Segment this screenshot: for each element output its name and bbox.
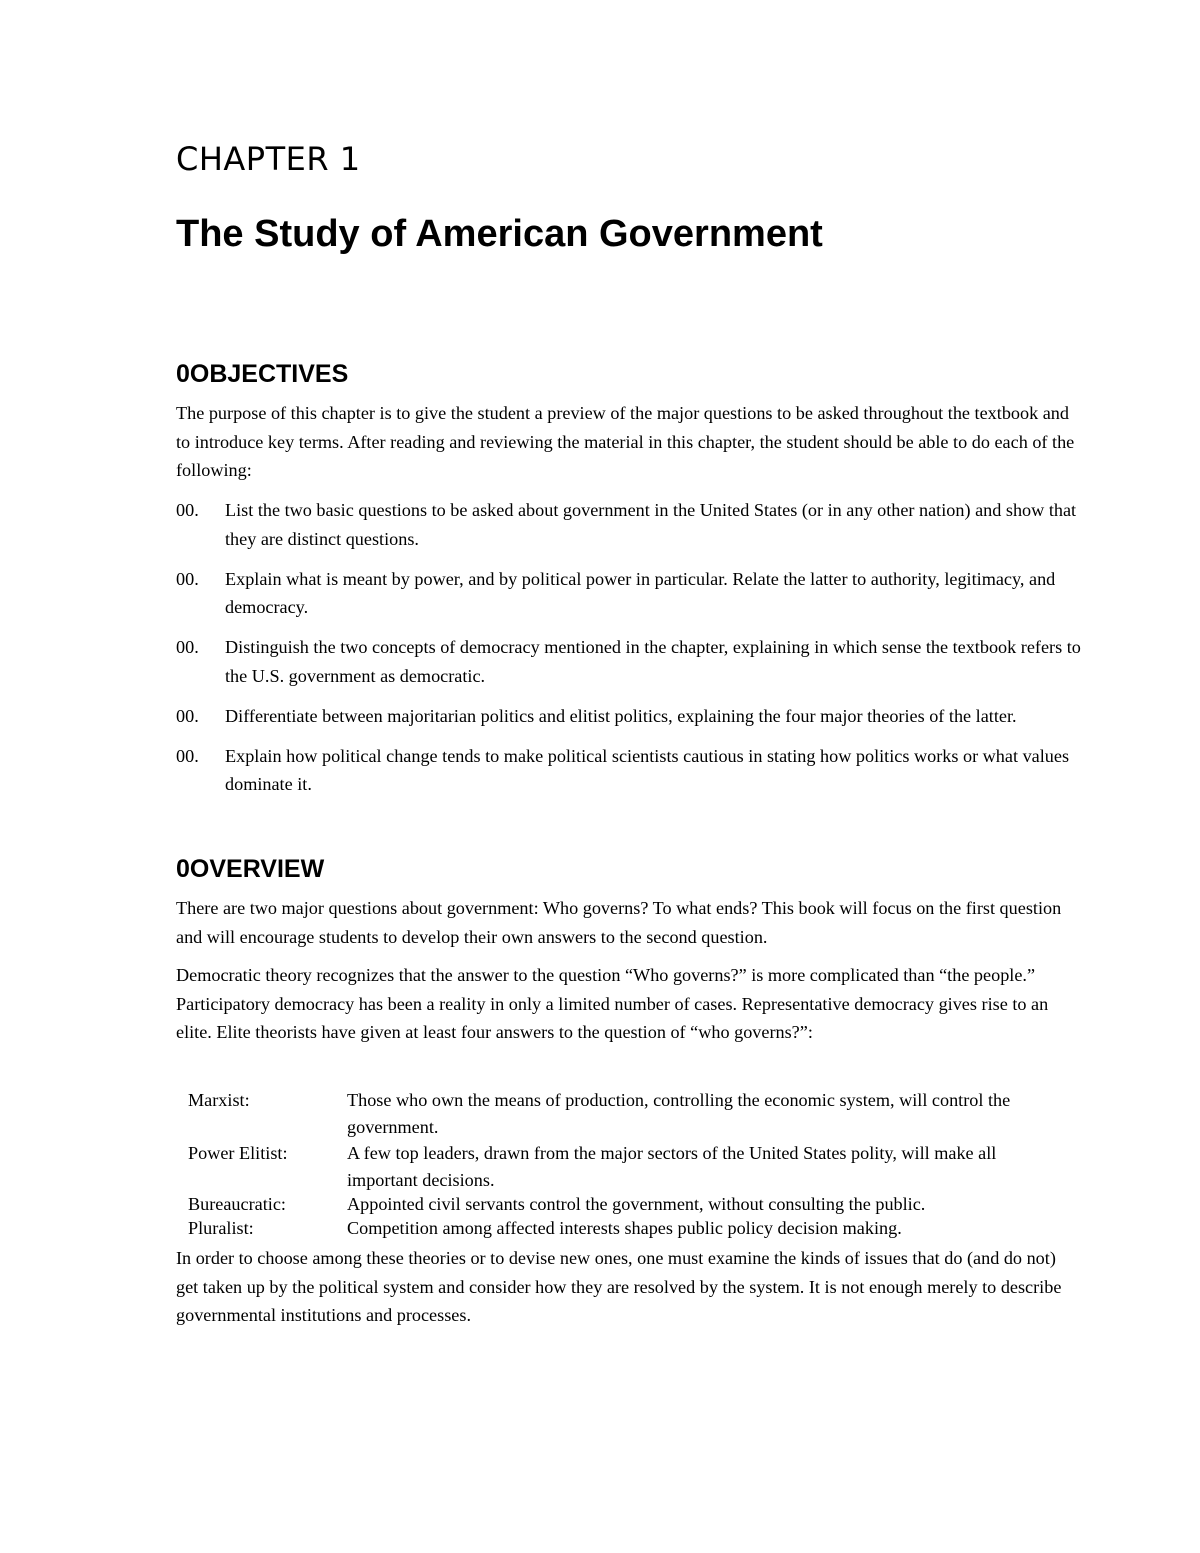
objective-text: Explain what is meant by power, and by political power in particular. Relate the latter to authority, legitimacy, and democracy. xyxy=(225,568,1056,617)
elite-theories-list xyxy=(188,1087,1068,1240)
objective-number: 00. xyxy=(176,745,199,766)
objective-number: 00. xyxy=(176,500,199,520)
chapter-label: CHAPTER 1 xyxy=(176,140,361,178)
theory-name: Marxist: xyxy=(188,1090,250,1110)
objective-text: List the two basic questions to be asked about government in the United States (or in any other nation) and show that they are distinct questions. xyxy=(225,500,1077,549)
objective-number: 00. xyxy=(176,568,199,589)
theory-description: A few top leaders, drawn from the major sectors of the United States polity, will make all important decisions. xyxy=(347,1143,997,1190)
objective-item xyxy=(176,496,1086,553)
objective-item xyxy=(176,702,1086,731)
theory-name: Power Elitist: xyxy=(188,1143,288,1163)
theory-description: Those who own the means of production, controlling the economic system, will control the government. xyxy=(347,1090,1011,1137)
overview-paragraph-3: In order to choose among these theories or to devise new ones, one must examine the kinds of issues that do (and do not) get taken up by the political system and consider how they are resolved by the system. It is not enough merely to describe governmental institutions and processes. xyxy=(176,1248,1062,1325)
overview-heading: 0OVERVIEW xyxy=(176,855,325,883)
overview-paragraph-1: There are two major questions about government: Who governs? To what ends? This book will focus on the first question and will encourage students to develop their own answers to the second question. xyxy=(176,898,1062,947)
objective-text: Explain how political change tends to make political scientists cautious in stating how politics works or what values dominate it. xyxy=(225,745,1070,794)
theory-row xyxy=(188,1087,1068,1140)
objective-item xyxy=(176,742,1086,799)
objective-text: Differentiate between majoritarian politics and elitist politics, explaining the four major theories of the latter. xyxy=(225,705,1017,726)
objective-item xyxy=(176,565,1086,622)
theory-description: Competition among affected interests shapes public policy decision making. xyxy=(347,1217,902,1238)
objectives-intro: The purpose of this chapter is to give the student a preview of the major questions to be asked throughout the textbook and to introduce key terms. After reading and reviewing the material in this chapter, the student should be able to do each of the following: xyxy=(176,403,1075,480)
objective-text: Distinguish the two concepts of democracy mentioned in the chapter, explaining in which sense the textbook refers to the U.S. government as democratic. xyxy=(225,637,1081,686)
theory-description: Appointed civil servants control the government, without consulting the public. xyxy=(347,1194,926,1214)
theory-row xyxy=(188,1193,1068,1217)
theory-name: Bureaucratic: xyxy=(188,1194,286,1214)
objectives-heading: 0OBJECTIVES xyxy=(176,360,349,388)
overview-paragraph-2: Democratic theory recognizes that the answer to the question “Who governs?” is more complicated than “the people.” Participatory democracy has been a reality in only a limited number of cases. Representative democracy gives rise to an elite. Elite theorists have given at least four answers to the question of “who governs?”: xyxy=(176,965,1049,1042)
chapter-title: The Study of American Government xyxy=(176,213,823,255)
theory-row xyxy=(188,1217,1068,1241)
objectives-list xyxy=(176,496,1086,810)
objective-number: 00. xyxy=(176,637,199,657)
objective-item xyxy=(176,633,1086,690)
theory-name: Pluralist: xyxy=(188,1217,254,1238)
objective-number: 00. xyxy=(176,705,199,726)
theory-row xyxy=(188,1140,1068,1193)
